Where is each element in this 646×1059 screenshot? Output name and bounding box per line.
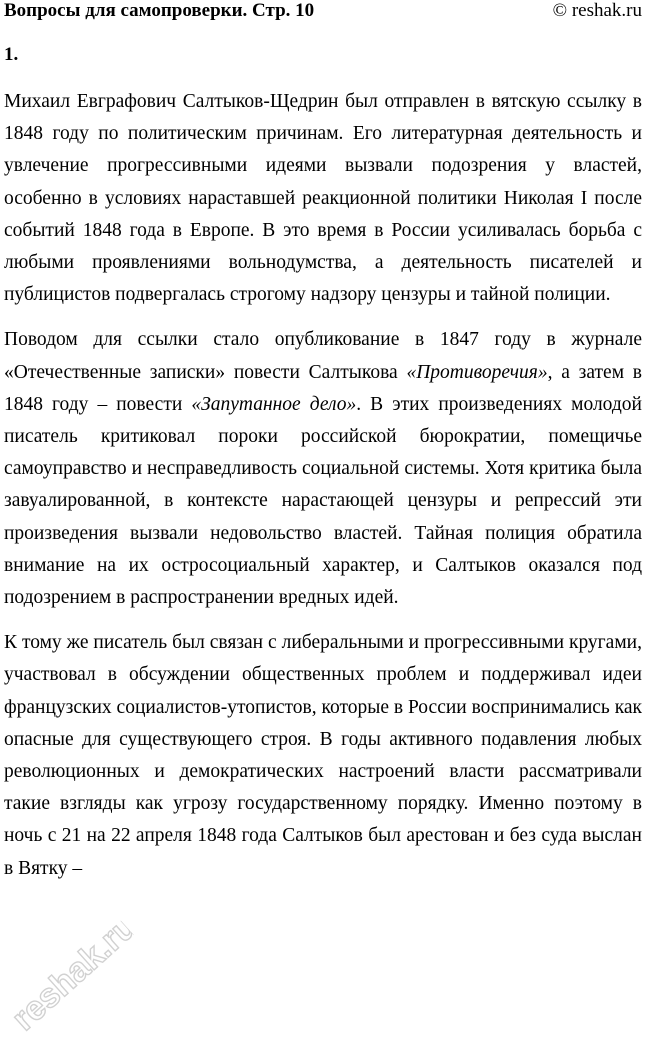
page-title: Вопросы для самопроверки. Стр. 10 (4, 0, 315, 21)
question-number: 1. (4, 44, 19, 65)
paragraph (4, 627, 642, 885)
text-run: К тому же писатель был связан с либеральными и прогрессивными кругами, участвовал в обсуждении общественных проблем и поддерживал идеи французских социалистов-утопистов, которые в России воспринимались как опасные для существующего строя. В годы активного подавления любых революционных и демократических настроений власти рассматривали такие взгляды как угрозу государственному порядку. Именно поэтому в ночь с 21 на 22 апреля 1848 года Салтыков был арестован и без суда выслан в Вятку – (4, 632, 642, 879)
answer-text (4, 86, 642, 898)
site-credit: © reshak.ru (552, 0, 642, 21)
paragraph (4, 86, 642, 311)
svg-text:reshak.ru: reshak.ru (4, 907, 145, 1039)
watermark-logo (0, 891, 155, 1058)
paragraph (4, 324, 642, 614)
text-run: Поводом для ссылки стало опубликование в 1847 году в журнале «Отечественные записки» повести Салтыкова (4, 329, 642, 383)
italic-title: «Противоречия» (406, 361, 548, 383)
text-run: , а затем в 1848 году – повести (4, 361, 643, 415)
text-run: . В этих произведениях молодой писатель критиковал пороки российской бюрократии, помещичье самоуправство и несправедливость социальной системы. Хотя критика была завуалированной, в контексте нарастающей цензуры и репрессий эти произведения вызвали недовольство властей. Тайная полиция обратила внимание на их остросоциальный характер, и Салтыков оказался под подозрением в распространении вредных идей. (4, 393, 642, 609)
text-run: Михаил Евграфович Салтыков-Щедрин был отправлен в вятскую ссылку в 1848 году по политическим причинам. Его литературная деятельность и увлечение прогрессивными идеями вызвали подозрения у властей, особенно в условиях нараставшей реакционной политики Николая I после событий 1848 года в Европе. В это время в России усиливалась борьба с любыми проявлениями вольнодумства, а деятельность писателей и публицистов подвергалась строгому надзору цензуры и тайной полиции. (4, 91, 642, 306)
page-header (4, 0, 642, 24)
italic-title: «Запутанное дело» (191, 393, 357, 415)
